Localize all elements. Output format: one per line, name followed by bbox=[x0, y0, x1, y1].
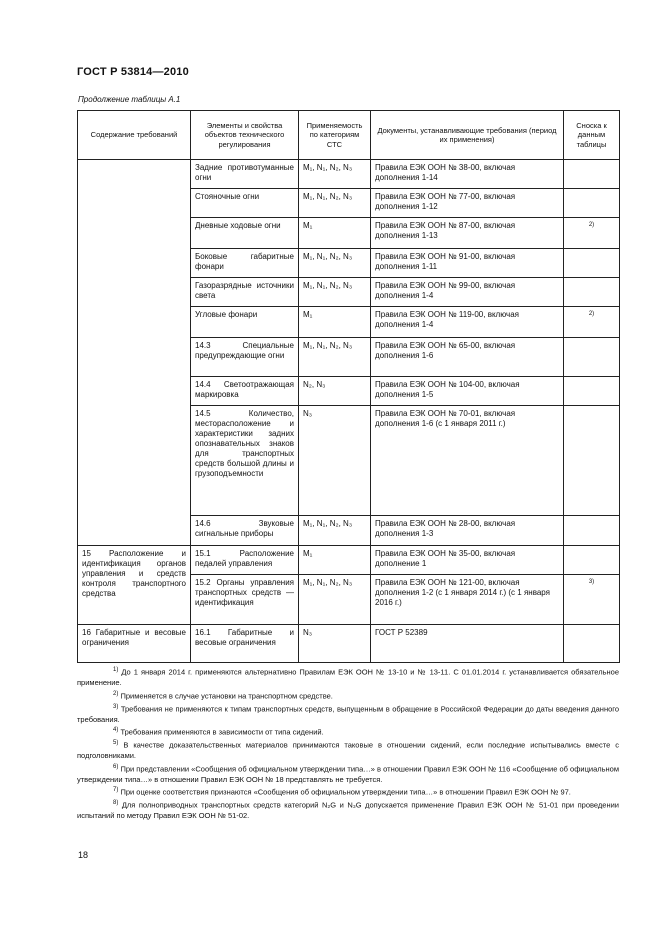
category-cell: M₁, N₁, N₂, N₃ bbox=[299, 516, 371, 546]
footnote: $^{5)}$ В качестве доказательственных материалов принимаются таковые в отношении сидений, если последние испытывались вместе с подголовниками. bbox=[77, 740, 619, 760]
footnote-cell bbox=[564, 377, 620, 406]
footnote-cell bbox=[564, 189, 620, 218]
category-cell: M₁, N₁, N₂, N₃ bbox=[299, 338, 371, 377]
element-cell: 14.3 Специальные предупреждающие огни bbox=[191, 338, 299, 377]
element-cell: 14.6 Звуковые сигнальные приборы bbox=[191, 516, 299, 546]
element-cell: Угловые фонари bbox=[191, 307, 299, 338]
table-row bbox=[78, 546, 620, 575]
footnote: $^{7)}$ При оценке соответствия признаются «Сообщения об официальном утверждении типа…» в отношении Правил ЕЭК ООН № 97. bbox=[113, 787, 571, 797]
element-cell: 14.4 Светоотражающая маркировка bbox=[191, 377, 299, 406]
table-row bbox=[78, 160, 620, 189]
document-cell: Правила ЕЭК ООН № 119-00, включая дополнения 1-4 bbox=[371, 307, 564, 338]
footnote: $^{6)}$ При представлении «Сообщения об официальном утверждении типа…» в отношении Правил ЕЭК ООН № 116 «Сообщение об официальном утверждении типа…» в отношении Правил ЕЭК ООН № 18 представлять не требуется. bbox=[77, 763, 619, 784]
category-cell: M₁ bbox=[299, 546, 371, 575]
table-caption: Продолжение таблицы А.1 bbox=[78, 95, 181, 104]
header-elements: Элементы и свойства объектов технического регулирования bbox=[191, 111, 299, 160]
element-cell: Дневные ходовые огни bbox=[191, 218, 299, 249]
category-cell: M₁, N₁, N₂, N₃ bbox=[299, 249, 371, 278]
requirements-table bbox=[77, 110, 620, 663]
requirement-cell: 16 Габаритные и весовые ограничения bbox=[78, 625, 191, 663]
category-cell: M₁, N₁, N₂, N₃ bbox=[299, 189, 371, 218]
page-number: 18 bbox=[78, 850, 89, 860]
footnote: $^{3)}$ Требования не применяются к типам транспортных средств, выпущенным в обращение в Российской Федерации до даты введения данного требования. bbox=[77, 703, 619, 724]
document-cell: Правила ЕЭК ООН № 99-00, включая дополнения 1-4 bbox=[371, 278, 564, 307]
header-requirements: Содержание требований bbox=[78, 111, 191, 160]
footnote-cell bbox=[564, 160, 620, 189]
footnote: $^{2)}$ Применяется в случае установки на транспортном средстве. bbox=[113, 690, 333, 700]
document-cell: Правила ЕЭК ООН № 87-00, включая дополнения 1-13 bbox=[371, 218, 564, 249]
document-cell: ГОСТ Р 52389 bbox=[371, 625, 564, 663]
document-cell: Правила ЕЭК ООН № 35-00, включая дополнение 1 bbox=[371, 546, 564, 575]
footnote-cell: 2) bbox=[564, 307, 620, 338]
footnote-cell bbox=[564, 338, 620, 377]
category-cell: N₃ bbox=[299, 625, 371, 663]
category-cell: M₁, N₁, N₂, N₃ bbox=[299, 160, 371, 189]
footnote-cell bbox=[564, 516, 620, 546]
table-header-row bbox=[78, 111, 620, 160]
document-cell: Правила ЕЭК ООН № 38-00, включая дополнения 1-14 bbox=[371, 160, 564, 189]
footnote-cell: 3) bbox=[564, 575, 620, 625]
requirement-cell: 15 Расположение и идентификация органов управления и средств контроля транспортного средства bbox=[78, 546, 191, 625]
document-cell: Правила ЕЭК ООН № 28-00, включая дополнения 1-3 bbox=[371, 516, 564, 546]
document-cell: Правила ЕЭК ООН № 91-00, включая дополнения 1-11 bbox=[371, 249, 564, 278]
footnote: $^{1)}$ До 1 января 2014 г. применяются альтернативно Правилам ЕЭК ООН № 13-10 и № 13-11. С 01.01.2014 г. устанавливается обязательное применение. bbox=[77, 667, 619, 687]
header-footnote: Сноска к данным таблицы bbox=[564, 111, 620, 160]
document-cell: Правила ЕЭК ООН № 121-00, включая дополнения 1-2 (с 1 января 2014 г.) (с 1 января 2016 г.) bbox=[371, 575, 564, 625]
footnotes bbox=[77, 665, 619, 822]
footnote: $^{4)}$ Требования применяются в зависимости от типа сидений. bbox=[113, 727, 324, 737]
footnote-cell bbox=[564, 625, 620, 663]
footnote: $^{8)}$ Для полноприводных транспортных средств категорий N₂G и N₃G допускается применение Правил ЕЭК ООН № 51-01 при проведении испытаний по методу Правил ЕЭК ООН № 51-02. bbox=[77, 800, 619, 820]
element-cell: 16.1 Габаритные и весовые ограничения bbox=[191, 625, 299, 663]
element-cell: Газоразрядные источники света bbox=[191, 278, 299, 307]
category-cell: M₁ bbox=[299, 218, 371, 249]
element-cell: 15.1 Расположение педалей управления bbox=[191, 546, 299, 575]
requirement-cell bbox=[78, 160, 191, 546]
category-cell: M₁, N₁, N₂, N₃ bbox=[299, 575, 371, 625]
table-row bbox=[78, 625, 620, 663]
header-categories: Применяемость по категориям СТС bbox=[299, 111, 371, 160]
category-cell: M₁ bbox=[299, 307, 371, 338]
category-cell: N₂, N₃ bbox=[299, 377, 371, 406]
category-cell: M₁, N₁, N₂, N₃ bbox=[299, 278, 371, 307]
footnote-cell: 2) bbox=[564, 218, 620, 249]
header-documents: Документы, устанавливающие требования (период их применения) bbox=[371, 111, 564, 160]
document-cell: Правила ЕЭК ООН № 77-00, включая дополнения 1-12 bbox=[371, 189, 564, 218]
element-cell: Стояночные огни bbox=[191, 189, 299, 218]
footnote-cell bbox=[564, 249, 620, 278]
footnote-cell bbox=[564, 406, 620, 516]
footnote-cell bbox=[564, 546, 620, 575]
document-cell: Правила ЕЭК ООН № 104-00, включая дополнения 1-5 bbox=[371, 377, 564, 406]
document-cell: Правила ЕЭК ООН № 70-01, включая дополнения 1-6 (с 1 января 2011 г.) bbox=[371, 406, 564, 516]
document-cell: Правила ЕЭК ООН № 65-00, включая дополнения 1-6 bbox=[371, 338, 564, 377]
element-cell: Боковые габаритные фонари bbox=[191, 249, 299, 278]
document-title: ГОСТ Р 53814—2010 bbox=[77, 66, 189, 78]
element-cell: 14.5 Количество, месторасположение и характеристики задних опознавательных знаков для транспортных средств большой длины и грузоподъемности bbox=[191, 406, 299, 516]
category-cell: N₃ bbox=[299, 406, 371, 516]
element-cell: 15.2 Органы управления транспортных средств — идентификация bbox=[191, 575, 299, 625]
element-cell: Задние противотуманные огни bbox=[191, 160, 299, 189]
footnote-cell bbox=[564, 278, 620, 307]
